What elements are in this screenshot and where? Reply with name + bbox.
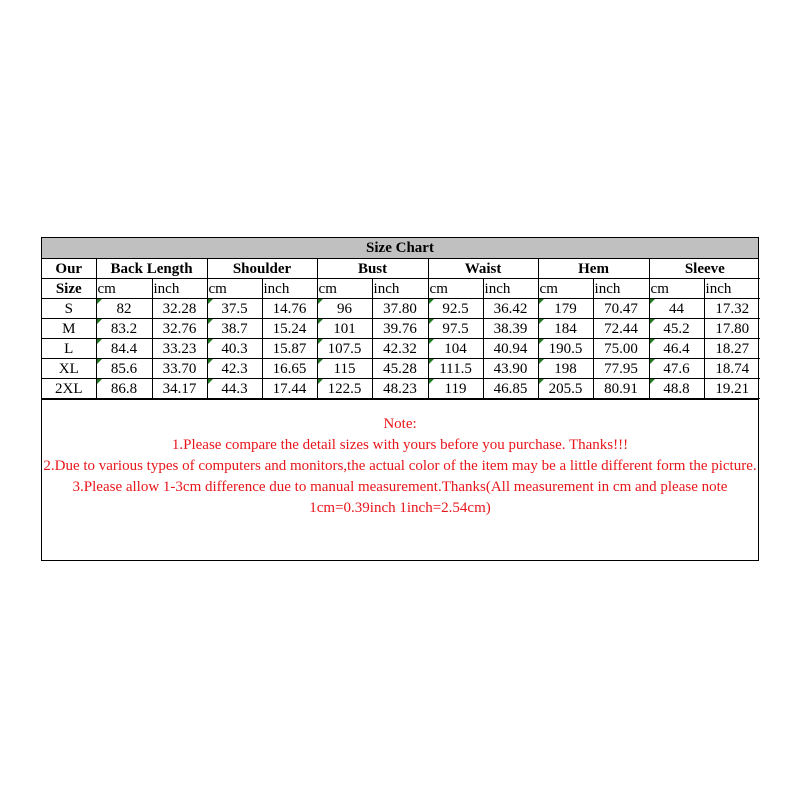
unit-inch: inch (262, 279, 317, 299)
note-line-1: 1.Please compare the detail sizes with yours before you purchase. Thanks!!! (171, 437, 629, 453)
table-row (42, 379, 760, 399)
measurement-cell: 16.65 (262, 359, 317, 379)
measurement-cell: 198 (538, 359, 593, 379)
measurement-cell: 70.47 (593, 299, 649, 319)
measurement-cell: 77.95 (593, 359, 649, 379)
table-row (42, 359, 760, 379)
measurement-cell: 32.76 (152, 319, 207, 339)
measurement-cell: 104 (428, 339, 483, 359)
measurement-cell: 42.32 (372, 339, 428, 359)
unit-inch: inch (593, 279, 649, 299)
header-sleeve: Sleeve (649, 259, 760, 279)
measurement-cell: 18.27 (704, 339, 760, 359)
measurement-cell: 72.44 (593, 319, 649, 339)
measurement-cell: 37.5 (207, 299, 262, 319)
measurement-cell: 15.24 (262, 319, 317, 339)
size-rows (42, 299, 760, 399)
measurement-cell: 96 (317, 299, 372, 319)
header-shoulder: Shoulder (207, 259, 317, 279)
measurement-cell: 205.5 (538, 379, 593, 399)
measurement-cell: 184 (538, 319, 593, 339)
header-waist: Waist (428, 259, 538, 279)
measurement-cell: 36.42 (483, 299, 538, 319)
unit-cm: cm (649, 279, 704, 299)
header-hem: Hem (538, 259, 649, 279)
measurement-cell: 15.87 (262, 339, 317, 359)
header-our: Our (42, 259, 96, 279)
measurement-cell: 46.4 (649, 339, 704, 359)
measurement-cell: 38.7 (207, 319, 262, 339)
measurement-cell: 47.6 (649, 359, 704, 379)
header-row-groups (42, 259, 760, 279)
measurement-cell: 17.44 (262, 379, 317, 399)
measurement-cell: 83.2 (96, 319, 152, 339)
measurement-cell: 80.91 (593, 379, 649, 399)
unit-inch: inch (704, 279, 760, 299)
size-label: XL (42, 359, 96, 379)
measurement-cell: 92.5 (428, 299, 483, 319)
measurement-cell: 42.3 (207, 359, 262, 379)
measurement-cell: 179 (538, 299, 593, 319)
table-row (42, 339, 760, 359)
size-label: 2XL (42, 379, 96, 399)
note-line-3: 3.Please allow 1-3cm difference due to manual measurement.Thanks(All measurement in cm and please note 1cm=0.39inch 1inch=2.54cm) (72, 479, 728, 516)
measurement-cell: 18.74 (704, 359, 760, 379)
measurement-cell: 17.80 (704, 319, 760, 339)
measurement-cell: 43.90 (483, 359, 538, 379)
unit-cm: cm (96, 279, 152, 299)
measurement-cell: 75.00 (593, 339, 649, 359)
notes-heading: Note: (383, 416, 417, 432)
measurement-cell: 33.23 (152, 339, 207, 359)
measurement-cell: 46.85 (483, 379, 538, 399)
measurement-cell: 32.28 (152, 299, 207, 319)
measurement-cell: 48.23 (372, 379, 428, 399)
header-back-length: Back Length (96, 259, 207, 279)
table-row (42, 319, 760, 339)
notes-panel (42, 399, 758, 560)
unit-cm: cm (317, 279, 372, 299)
measurement-cell: 119 (428, 379, 483, 399)
header-bust: Bust (317, 259, 428, 279)
measurement-cell: 40.94 (483, 339, 538, 359)
size-label: L (42, 339, 96, 359)
size-chart (41, 237, 759, 561)
size-label: M (42, 319, 96, 339)
measurement-cell: 38.39 (483, 319, 538, 339)
size-label: S (42, 299, 96, 319)
unit-inch: inch (483, 279, 538, 299)
unit-inch: inch (152, 279, 207, 299)
measurement-cell: 44.3 (207, 379, 262, 399)
measurement-cell: 17.32 (704, 299, 760, 319)
measurement-cell: 122.5 (317, 379, 372, 399)
measurement-cell: 84.4 (96, 339, 152, 359)
header-row-units (42, 279, 760, 299)
measurement-cell: 39.76 (372, 319, 428, 339)
chart-title: Size Chart (42, 238, 758, 259)
unit-cm: cm (207, 279, 262, 299)
measurement-cell: 97.5 (428, 319, 483, 339)
measurement-cell: 44 (649, 299, 704, 319)
measurement-cell: 14.76 (262, 299, 317, 319)
measurement-cell: 111.5 (428, 359, 483, 379)
measurement-cell: 33.70 (152, 359, 207, 379)
note-line-2: 2.Due to various types of computers and monitors,the actual color of the item may be a little different form the picture. (43, 458, 757, 474)
measurement-cell: 115 (317, 359, 372, 379)
measurement-cell: 86.8 (96, 379, 152, 399)
size-table (42, 259, 760, 399)
measurement-cell: 45.28 (372, 359, 428, 379)
measurement-cell: 34.17 (152, 379, 207, 399)
measurement-cell: 190.5 (538, 339, 593, 359)
header-size: Size (42, 279, 96, 299)
measurement-cell: 37.80 (372, 299, 428, 319)
unit-cm: cm (538, 279, 593, 299)
unit-cm: cm (428, 279, 483, 299)
measurement-cell: 101 (317, 319, 372, 339)
measurement-cell: 82 (96, 299, 152, 319)
measurement-cell: 19.21 (704, 379, 760, 399)
unit-inch: inch (372, 279, 428, 299)
measurement-cell: 40.3 (207, 339, 262, 359)
measurement-cell: 107.5 (317, 339, 372, 359)
measurement-cell: 48.8 (649, 379, 704, 399)
measurement-cell: 45.2 (649, 319, 704, 339)
table-row (42, 299, 760, 319)
measurement-cell: 85.6 (96, 359, 152, 379)
